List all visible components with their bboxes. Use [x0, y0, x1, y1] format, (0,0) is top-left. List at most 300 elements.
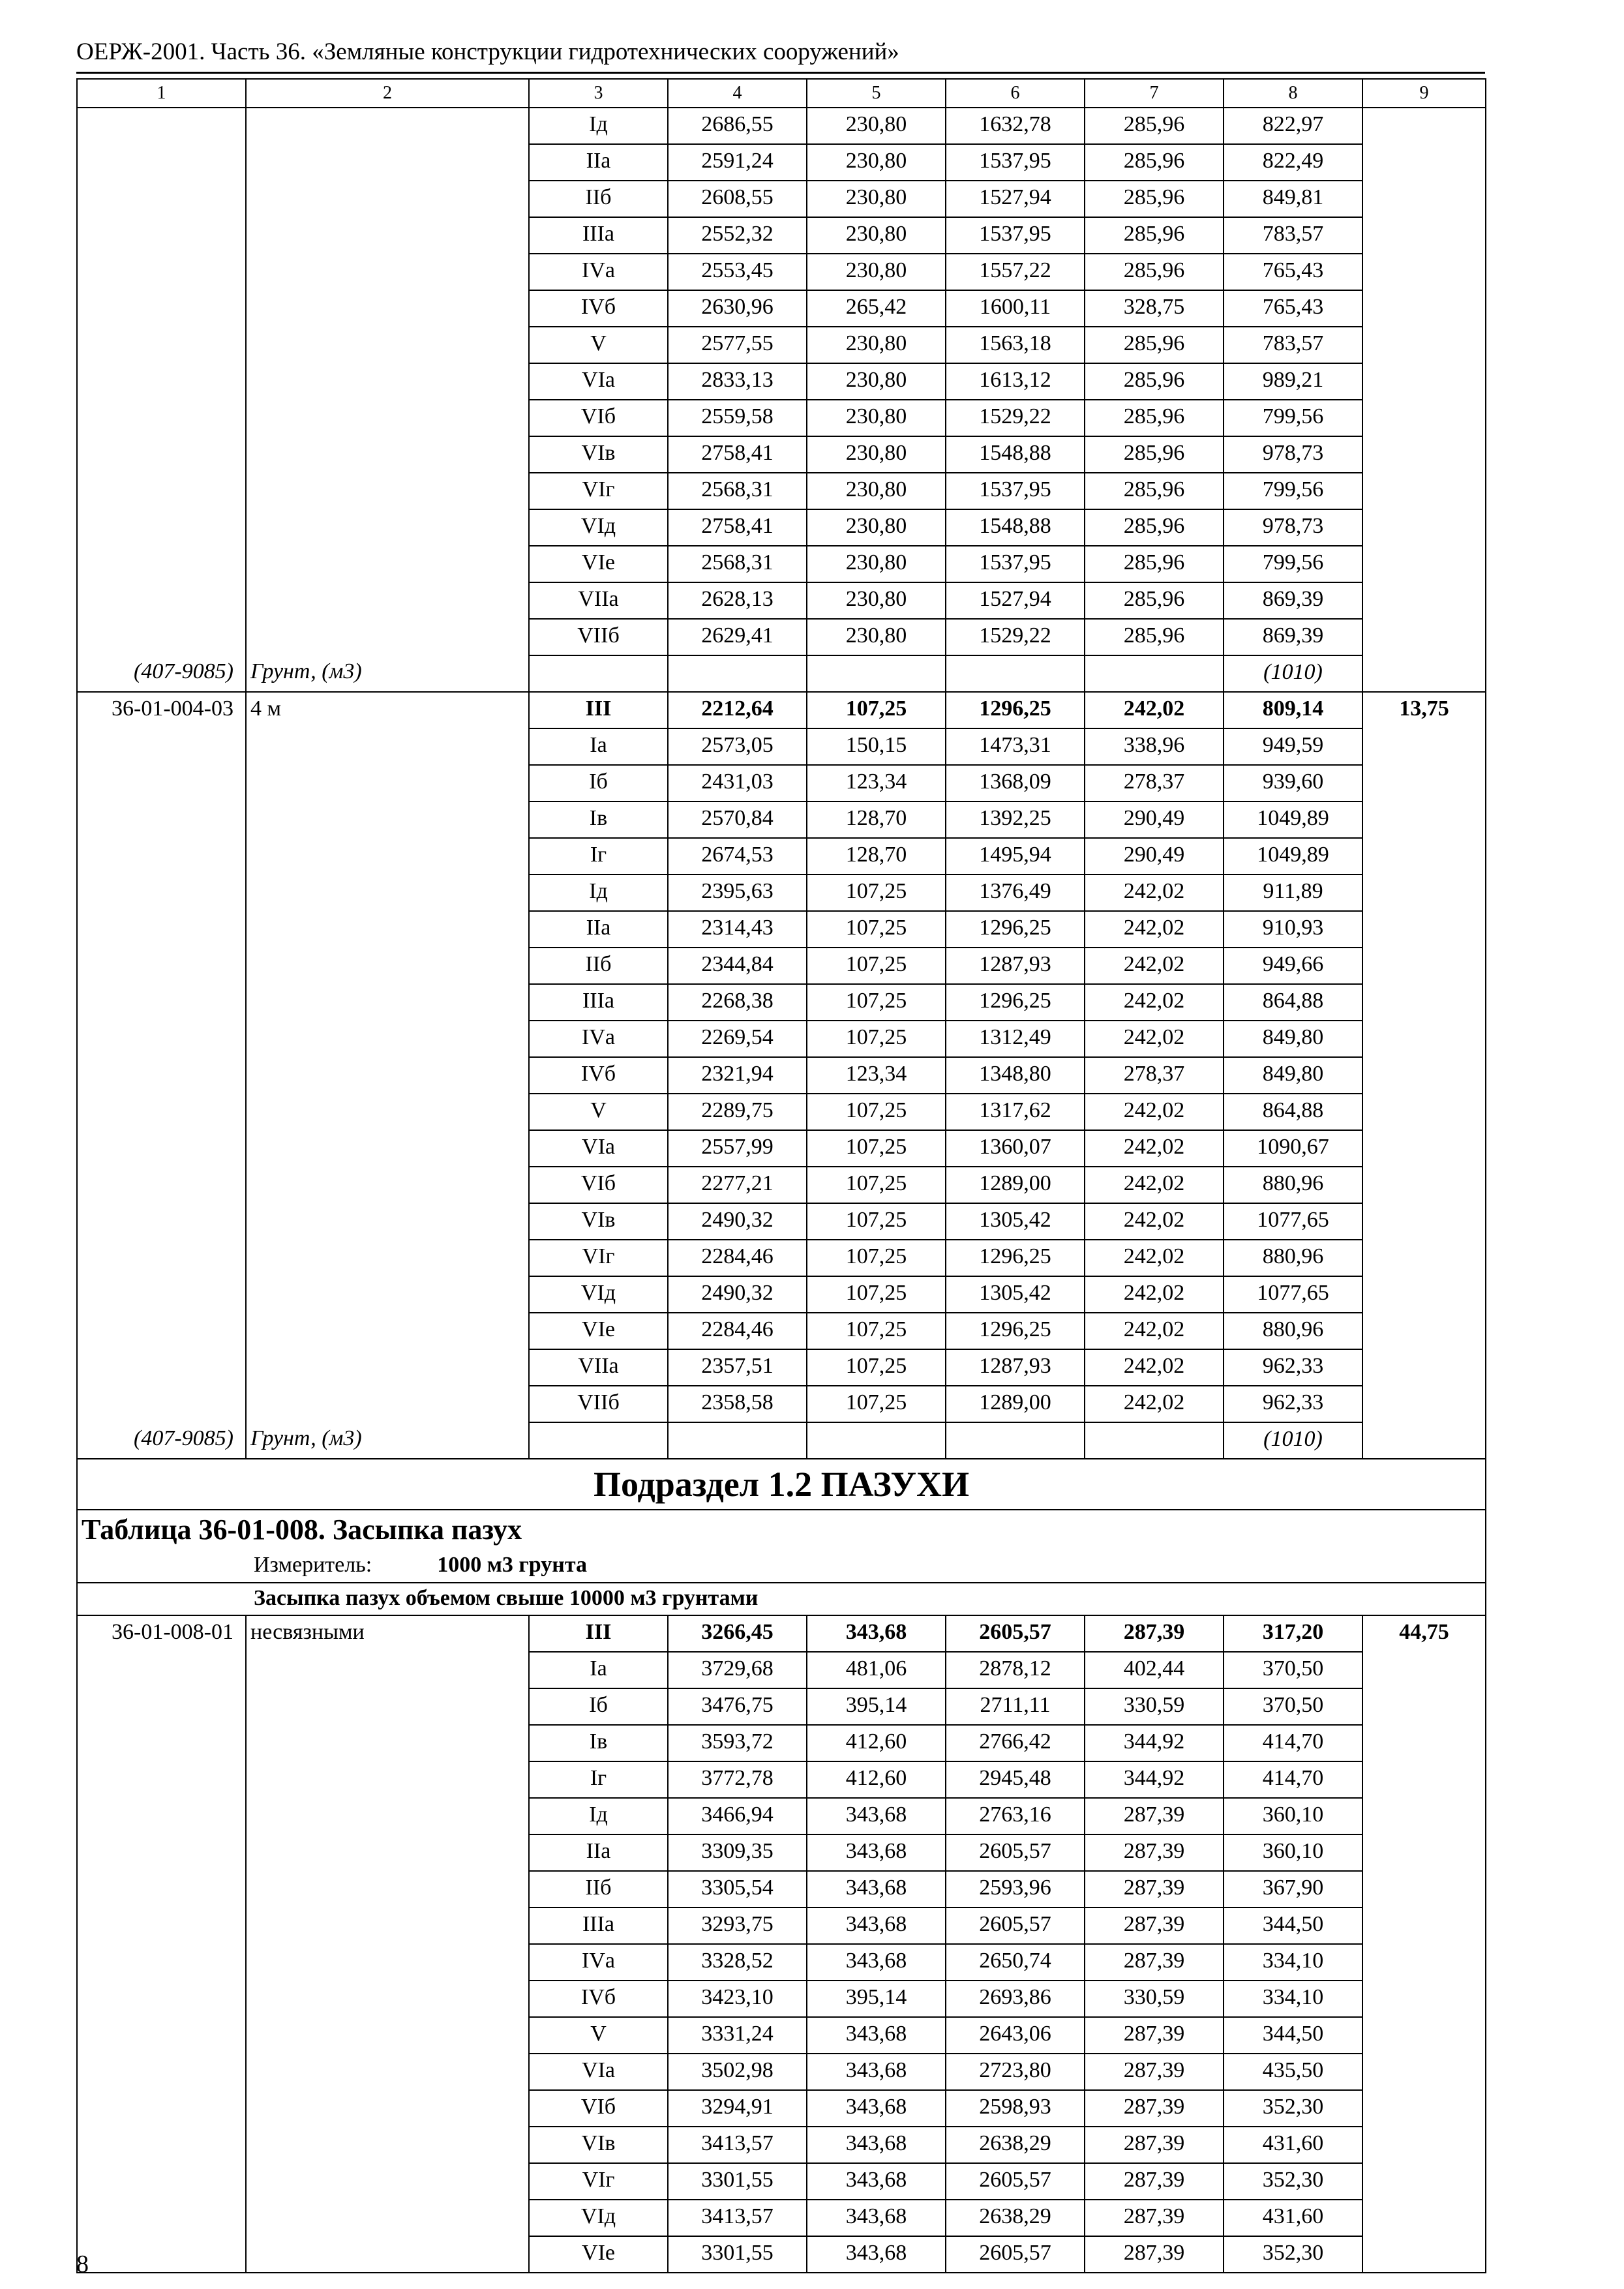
value-cell: 107,25: [807, 1094, 946, 1130]
zone-cell: Iв: [529, 801, 668, 838]
empty-cell: [946, 1422, 1085, 1459]
value-cell: 3593,72: [668, 1725, 807, 1761]
empty-cell: [77, 1761, 246, 1798]
value-cell: 1360,07: [946, 1130, 1085, 1167]
value-cell: 107,25: [807, 911, 946, 948]
value-cell: 123,34: [807, 765, 946, 801]
value-cell: 2686,55: [668, 108, 807, 144]
value-cell: 2598,93: [946, 2090, 1085, 2127]
resource-value: (1010): [1224, 1422, 1362, 1459]
table-row: [77, 400, 1486, 436]
value-cell: 2269,54: [668, 1021, 807, 1057]
zone-cell: IIб: [529, 1871, 668, 1908]
empty-cell: [77, 2054, 246, 2090]
value-cell: 1348,80: [946, 1057, 1085, 1094]
value-cell: 412,60: [807, 1725, 946, 1761]
value-cell: 2628,13: [668, 582, 807, 619]
value-cell: 2758,41: [668, 509, 807, 546]
zone-cell: Iв: [529, 1725, 668, 1761]
empty-cell: [246, 1688, 529, 1725]
value-cell: 230,80: [807, 327, 946, 363]
value-cell: 352,30: [1224, 2236, 1362, 2273]
empty-cell: [77, 290, 246, 327]
value-cell: 864,88: [1224, 984, 1362, 1021]
group-title: Засыпка пазух объемом свыше 10000 м3 грунтами: [77, 1583, 1486, 1615]
value-cell: 2605,57: [946, 2236, 1085, 2273]
empty-cell: [1362, 2054, 1486, 2090]
value-cell: 849,80: [1224, 1021, 1362, 1057]
value-cell: 1296,25: [946, 692, 1085, 728]
column-number: 1: [77, 79, 246, 108]
value-cell: 242,02: [1085, 1203, 1224, 1240]
table-row: [77, 1981, 1486, 2017]
empty-cell: [246, 1908, 529, 1944]
empty-cell: [246, 1981, 529, 2017]
empty-cell: [1362, 911, 1486, 948]
value-cell: 864,88: [1224, 1094, 1362, 1130]
table-row: [77, 546, 1486, 582]
table-row: [77, 1871, 1486, 1908]
empty-cell: [246, 2127, 529, 2163]
empty-cell: [77, 619, 246, 655]
empty-cell: [1362, 181, 1486, 217]
value-cell: 343,68: [807, 2017, 946, 2054]
value-cell: 242,02: [1085, 1386, 1224, 1422]
empty-cell: [77, 400, 246, 436]
value-cell: 481,06: [807, 1652, 946, 1688]
column-number: 8: [1224, 79, 1362, 108]
empty-cell: [246, 875, 529, 911]
empty-cell: [77, 1834, 246, 1871]
table-row: [77, 875, 1486, 911]
zone-cell: IIIа: [529, 217, 668, 254]
empty-cell: [1362, 728, 1486, 765]
value-cell: 822,49: [1224, 144, 1362, 181]
value-cell: 2268,38: [668, 984, 807, 1021]
value-cell: 287,39: [1085, 1615, 1224, 1652]
rate-code: 36-01-004-03: [77, 692, 246, 728]
value-cell: 2577,55: [668, 327, 807, 363]
value-cell: 107,25: [807, 1276, 946, 1313]
empty-cell: [1362, 838, 1486, 875]
value-cell: 1049,89: [1224, 801, 1362, 838]
value-cell: 242,02: [1085, 692, 1224, 728]
value-cell: 765,43: [1224, 254, 1362, 290]
value-cell: 1049,89: [1224, 838, 1362, 875]
table-row: [77, 2236, 1486, 2273]
value-cell: 1529,22: [946, 619, 1085, 655]
empty-cell: [246, 1167, 529, 1203]
value-cell: 2591,24: [668, 144, 807, 181]
value-cell: 1296,25: [946, 911, 1085, 948]
empty-cell: [77, 1167, 246, 1203]
table-body: [77, 79, 1486, 2273]
table-row: [77, 1203, 1486, 1240]
empty-cell: [77, 1981, 246, 2017]
value-cell: 287,39: [1085, 2127, 1224, 2163]
zone-cell: VIб: [529, 2090, 668, 2127]
value-cell: 2358,58: [668, 1386, 807, 1422]
zone-cell: IIа: [529, 1834, 668, 1871]
empty-cell: [77, 1725, 246, 1761]
empty-cell: [1362, 1349, 1486, 1386]
empty-cell: [1362, 363, 1486, 400]
value-cell: 1473,31: [946, 728, 1085, 765]
value-cell: 343,68: [807, 2163, 946, 2200]
table-row: [77, 1313, 1486, 1349]
value-cell: 2605,57: [946, 1908, 1085, 1944]
table-row: [77, 1652, 1486, 1688]
value-cell: 287,39: [1085, 2236, 1224, 2273]
value-cell: 242,02: [1085, 875, 1224, 911]
value-cell: 2357,51: [668, 1349, 807, 1386]
column-number: 3: [529, 79, 668, 108]
labor-cost: 44,75: [1362, 1615, 1486, 1652]
empty-cell: [246, 509, 529, 546]
value-cell: 2321,94: [668, 1057, 807, 1094]
value-cell: 352,30: [1224, 2163, 1362, 2200]
zone-cell: VIв: [529, 436, 668, 473]
value-cell: 989,21: [1224, 363, 1362, 400]
value-cell: 911,89: [1224, 875, 1362, 911]
resource-code: (407-9085): [77, 1422, 246, 1459]
empty-cell: [246, 1021, 529, 1057]
value-cell: 2878,12: [946, 1652, 1085, 1688]
value-cell: 3466,94: [668, 1798, 807, 1834]
empty-cell: [246, 801, 529, 838]
zone-cell: VIIа: [529, 1349, 668, 1386]
value-cell: 2490,32: [668, 1276, 807, 1313]
zone-cell: VIв: [529, 1203, 668, 1240]
resource-name: Грунт, (м3): [246, 655, 529, 692]
table-row: [77, 2017, 1486, 2054]
value-cell: 150,15: [807, 728, 946, 765]
value-cell: 2674,53: [668, 838, 807, 875]
value-cell: 431,60: [1224, 2127, 1362, 2163]
table-row: [77, 948, 1486, 984]
value-cell: 2277,21: [668, 1167, 807, 1203]
empty-cell: [77, 473, 246, 509]
value-cell: 107,25: [807, 1313, 946, 1349]
value-cell: 3413,57: [668, 2200, 807, 2236]
zone-cell: IIб: [529, 948, 668, 984]
value-cell: 278,37: [1085, 1057, 1224, 1094]
zone-cell: IVб: [529, 290, 668, 327]
value-cell: 3423,10: [668, 1981, 807, 2017]
value-cell: 230,80: [807, 582, 946, 619]
empty-cell: [1362, 473, 1486, 509]
value-cell: 1537,95: [946, 473, 1085, 509]
value-cell: 107,25: [807, 948, 946, 984]
empty-cell: [1362, 875, 1486, 911]
zone-cell: IIIа: [529, 1908, 668, 1944]
value-cell: 1632,78: [946, 108, 1085, 144]
empty-cell: [77, 838, 246, 875]
empty-cell: [246, 290, 529, 327]
value-cell: 287,39: [1085, 2163, 1224, 2200]
value-cell: 242,02: [1085, 1240, 1224, 1276]
empty-cell: [246, 436, 529, 473]
empty-cell: [1362, 1944, 1486, 1981]
value-cell: 2629,41: [668, 619, 807, 655]
table-row: [77, 181, 1486, 217]
empty-cell: [246, 546, 529, 582]
value-cell: 230,80: [807, 217, 946, 254]
empty-cell: [77, 1652, 246, 1688]
empty-cell: [77, 582, 246, 619]
value-cell: 1376,49: [946, 875, 1085, 911]
value-cell: 1289,00: [946, 1386, 1085, 1422]
value-cell: 962,33: [1224, 1386, 1362, 1422]
empty-cell: [77, 2236, 246, 2273]
value-cell: 128,70: [807, 801, 946, 838]
empty-cell: [77, 1094, 246, 1130]
empty-cell: [668, 655, 807, 692]
empty-cell: [77, 546, 246, 582]
value-cell: 1527,94: [946, 181, 1085, 217]
zone-cell: VIд: [529, 1276, 668, 1313]
value-cell: 2650,74: [946, 1944, 1085, 1981]
column-number: 7: [1085, 79, 1224, 108]
empty-cell: [77, 254, 246, 290]
zone-cell: VIIа: [529, 582, 668, 619]
zone-cell: VIд: [529, 509, 668, 546]
empty-cell: [807, 1422, 946, 1459]
empty-cell: [1362, 2200, 1486, 2236]
value-cell: 2833,13: [668, 363, 807, 400]
value-cell: 1305,42: [946, 1276, 1085, 1313]
zone-cell: V: [529, 2017, 668, 2054]
empty-cell: [77, 2090, 246, 2127]
value-cell: 285,96: [1085, 217, 1224, 254]
value-cell: 107,25: [807, 875, 946, 911]
zone-cell: VIг: [529, 473, 668, 509]
meter-label: Измеритель:: [254, 1553, 372, 1577]
empty-cell: [1362, 509, 1486, 546]
value-cell: 1312,49: [946, 1021, 1085, 1057]
value-cell: 352,30: [1224, 2090, 1362, 2127]
value-cell: 1090,67: [1224, 1130, 1362, 1167]
empty-cell: [246, 2200, 529, 2236]
value-cell: 334,10: [1224, 1981, 1362, 2017]
value-cell: 1537,95: [946, 217, 1085, 254]
empty-cell: [246, 984, 529, 1021]
value-cell: 242,02: [1085, 1276, 1224, 1313]
empty-cell: [77, 1313, 246, 1349]
empty-cell: [77, 1908, 246, 1944]
value-cell: 287,39: [1085, 2200, 1224, 2236]
value-cell: 285,96: [1085, 436, 1224, 473]
value-cell: 1548,88: [946, 509, 1085, 546]
value-cell: 412,60: [807, 1761, 946, 1798]
zone-cell: Iа: [529, 728, 668, 765]
page-header: ОЕРЖ-2001. Часть 36. «Земляные конструкции гидротехнических сооружений»: [76, 38, 899, 65]
rates-table: [76, 78, 1486, 2273]
value-cell: 2568,31: [668, 473, 807, 509]
value-cell: 230,80: [807, 108, 946, 144]
table-row: [77, 1688, 1486, 1725]
table-row: [77, 1725, 1486, 1761]
empty-cell: [1362, 1021, 1486, 1057]
table-row: [77, 619, 1486, 655]
empty-cell: [946, 655, 1085, 692]
table-row: [77, 1167, 1486, 1203]
column-number: 9: [1362, 79, 1486, 108]
value-cell: 343,68: [807, 1834, 946, 1871]
table-row: [77, 2090, 1486, 2127]
zone-cell: IVа: [529, 1944, 668, 1981]
value-cell: 2557,99: [668, 1130, 807, 1167]
value-cell: 880,96: [1224, 1167, 1362, 1203]
value-cell: 242,02: [1085, 1313, 1224, 1349]
value-cell: 402,44: [1085, 1652, 1224, 1688]
value-cell: 962,33: [1224, 1349, 1362, 1386]
empty-cell: [1362, 400, 1486, 436]
empty-cell: [77, 1688, 246, 1725]
empty-cell: [1362, 2163, 1486, 2200]
value-cell: 242,02: [1085, 948, 1224, 984]
zone-cell: VIе: [529, 2236, 668, 2273]
value-cell: 343,68: [807, 1944, 946, 1981]
value-cell: 2431,03: [668, 765, 807, 801]
value-cell: 2605,57: [946, 1615, 1085, 1652]
value-cell: 343,68: [807, 1871, 946, 1908]
zone-cell: III: [529, 692, 668, 728]
empty-cell: [1362, 2017, 1486, 2054]
zone-cell: Iд: [529, 1798, 668, 1834]
empty-cell: [1362, 1167, 1486, 1203]
zone-cell: Iг: [529, 838, 668, 875]
value-cell: 949,66: [1224, 948, 1362, 984]
value-cell: 343,68: [807, 2236, 946, 2273]
value-cell: 2605,57: [946, 1834, 1085, 1871]
value-cell: 2568,31: [668, 546, 807, 582]
zone-cell: VIд: [529, 2200, 668, 2236]
empty-cell: [1362, 1240, 1486, 1276]
empty-cell: [77, 1798, 246, 1834]
value-cell: 2289,75: [668, 1094, 807, 1130]
value-cell: 317,20: [1224, 1615, 1362, 1652]
value-cell: 2344,84: [668, 948, 807, 984]
value-cell: 330,59: [1085, 1688, 1224, 1725]
value-cell: 107,25: [807, 1021, 946, 1057]
value-cell: 285,96: [1085, 619, 1224, 655]
value-cell: 285,96: [1085, 363, 1224, 400]
zone-cell: IIа: [529, 911, 668, 948]
rate-code: [77, 108, 246, 144]
value-cell: 395,14: [807, 1981, 946, 2017]
value-cell: 343,68: [807, 2090, 946, 2127]
table-row: [77, 2054, 1486, 2090]
value-cell: 1557,22: [946, 254, 1085, 290]
value-cell: 3328,52: [668, 1944, 807, 1981]
value-cell: 287,39: [1085, 1834, 1224, 1871]
value-cell: 3293,75: [668, 1908, 807, 1944]
value-cell: 1537,95: [946, 144, 1085, 181]
value-cell: 799,56: [1224, 473, 1362, 509]
empty-cell: [246, 1057, 529, 1094]
value-cell: 285,96: [1085, 582, 1224, 619]
zone-cell: Iд: [529, 108, 668, 144]
empty-cell: [246, 254, 529, 290]
empty-cell: [77, 948, 246, 984]
value-cell: 3476,75: [668, 1688, 807, 1725]
zone-cell: V: [529, 1094, 668, 1130]
work-name: [246, 108, 529, 144]
value-cell: 265,42: [807, 290, 946, 327]
empty-cell: [77, 1057, 246, 1094]
value-cell: 2643,06: [946, 2017, 1085, 2054]
value-cell: 3294,91: [668, 2090, 807, 2127]
empty-cell: [1362, 1422, 1486, 1459]
value-cell: 287,39: [1085, 2090, 1224, 2127]
empty-cell: [77, 327, 246, 363]
zone-cell: Iб: [529, 765, 668, 801]
value-cell: 285,96: [1085, 254, 1224, 290]
value-cell: 285,96: [1085, 400, 1224, 436]
table-row: [77, 436, 1486, 473]
value-cell: 343,68: [807, 1908, 946, 1944]
value-cell: 2212,64: [668, 692, 807, 728]
value-cell: 3729,68: [668, 1652, 807, 1688]
value-cell: 230,80: [807, 363, 946, 400]
value-cell: 3331,24: [668, 2017, 807, 2054]
value-cell: 880,96: [1224, 1240, 1362, 1276]
value-cell: 285,96: [1085, 144, 1224, 181]
value-cell: 230,80: [807, 181, 946, 217]
value-cell: 370,50: [1224, 1652, 1362, 1688]
column-number: 5: [807, 79, 946, 108]
empty-cell: [1362, 290, 1486, 327]
value-cell: 1392,25: [946, 801, 1085, 838]
value-cell: 431,60: [1224, 2200, 1362, 2236]
value-cell: 287,39: [1085, 1908, 1224, 1944]
empty-cell: [1362, 801, 1486, 838]
empty-cell: [1362, 1057, 1486, 1094]
resource-row: [77, 655, 1486, 692]
value-cell: 809,14: [1224, 692, 1362, 728]
table-row: [77, 1240, 1486, 1276]
column-number: 4: [668, 79, 807, 108]
value-cell: 2559,58: [668, 400, 807, 436]
value-cell: 123,34: [807, 1057, 946, 1094]
empty-cell: [77, 1203, 246, 1240]
value-cell: 230,80: [807, 546, 946, 582]
value-cell: 287,39: [1085, 2017, 1224, 2054]
column-number: 2: [246, 79, 529, 108]
empty-cell: [77, 1386, 246, 1422]
value-cell: 3301,55: [668, 2163, 807, 2200]
empty-cell: [77, 1944, 246, 1981]
empty-cell: [246, 1944, 529, 1981]
value-cell: 2314,43: [668, 911, 807, 948]
empty-cell: [1362, 655, 1486, 692]
zone-cell: VIг: [529, 1240, 668, 1276]
resource-code: (407-9085): [77, 655, 246, 692]
value-cell: 2630,96: [668, 290, 807, 327]
value-cell: 1495,94: [946, 838, 1085, 875]
value-cell: 360,10: [1224, 1798, 1362, 1834]
empty-cell: [77, 217, 246, 254]
value-cell: 849,81: [1224, 181, 1362, 217]
zone-cell: IVб: [529, 1981, 668, 2017]
empty-cell: [246, 327, 529, 363]
empty-cell: [246, 181, 529, 217]
empty-cell: [1362, 1203, 1486, 1240]
value-cell: 2553,45: [668, 254, 807, 290]
value-cell: 3309,35: [668, 1834, 807, 1871]
zone-cell: Iа: [529, 1652, 668, 1688]
